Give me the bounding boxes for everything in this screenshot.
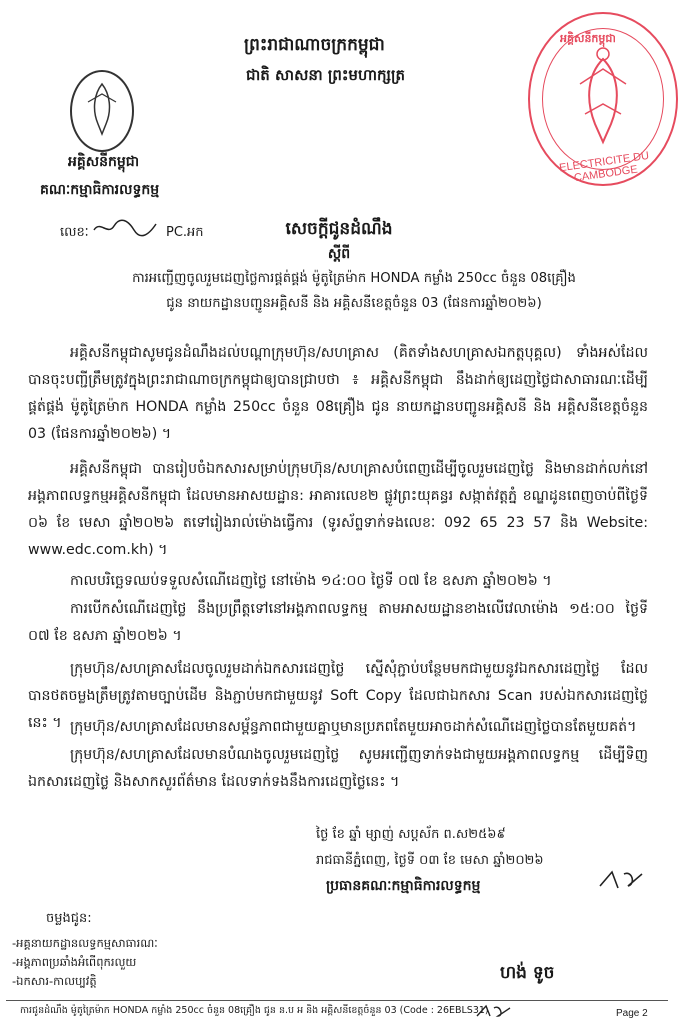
footer-initials <box>474 1002 514 1020</box>
red-seal-stamp <box>528 12 678 186</box>
signer-title: ប្រធានគណៈកម្មាធិការលទ្ធកម្ម <box>326 878 481 894</box>
org-name: អគ្គិសនីកម្ពុជា <box>68 154 140 170</box>
paragraph-2: អគ្គិសនីកម្ពុជា បានរៀបចំឯកសារសម្រាប់ក្រុមហ៊ុន/សហគ្រាសបំពេញដើម្បីចូលរួមដេញថ្លៃ និងមានដាក់លក់នៅអង្គភាពលទ្ធកម្មអគ្គិសនីកម្ពុជា ដែលមានអាសយដ្ឋាន: អាគារលេខ២ ផ្លូវព្រះយុគន្ធរ សង្កាត់វត្តភ្នំ ខណ្ឌដូនពេញចាប់ពីថ្ងៃទី ០៦ ខែ មេសា ឆ្នាំ២០២៦ តទៅរៀងរាល់ម៉ោងធ្វើការ (ទូរស័ព្ទទាក់ទងលេខៈ 092 65 23 57 និង Website: www.edc.com.kh) ។ <box>28 461 648 558</box>
paragraph-6: ក្រុមហ៊ុន/សហគ្រាសដែលមានសម្ព័ន្ធភាពជាមួយគ្នាឬមានប្រភពតែមួយអាចដាក់សំណើដេញថ្លៃបានតែមួយគត់។ <box>70 719 637 735</box>
edc-emblem-icon <box>72 72 132 150</box>
seal-top-text: អគ្គិសនីកម្ពុជា <box>560 33 616 45</box>
paragraph-1: អគ្គិសនីកម្ពុជាសូមជូនដំណឹងដល់បណ្តាក្រុមហ៊ុន/សហគ្រាស (គិតទាំងសហគ្រាសឯកត្តបុគ្គល) ទាំងអស់ដែលបានចុះបញ្ជីត្រឹមត្រូវក្នុងព្រះរាជាណាចក្រកម្ពុជាឲ្យបានជ្រាបថា ៖ អគ្គិសនីកម្ពុជា នឹងដាក់ឲ្យដេញថ្លៃជាសាធារណៈដើម្បីផ្គត់ផ្គង់ ម៉ូតូត្រៃម៉ាក HONDA កម្លាំង 250cc ចំនួន 08គ្រឿង ជូន នាយកដ្ឋានបញ្ជូនអគ្គិសនី និង អគ្គិសនីខេត្តចំនួន 03 (ផែនការឆ្នាំ២០២៦) ។ <box>28 345 648 442</box>
kingdom-heading: ព្រះរាជាណាចក្រកម្ពុជា <box>244 35 385 55</box>
cc-title: ចម្លងជូន: <box>46 911 92 926</box>
paragraph-5: ក្រុមហ៊ុន/សហគ្រាសដែលចូលរួមដាក់ឯកសារដេញថ្លៃ ស្នើសុំភ្ជាប់បន្ថែមមកជាមួយនូវឯកសារដេញថ្លៃ ដែលបានថតចម្លងត្រឹមត្រូវតាមច្បាប់ដើម និងភ្ជាប់មកជាមួយនូវ Soft Copy ដែលជាឯកសារ Scan របស់ឯកសារដេញថ្លៃនេះ ។ <box>28 661 648 731</box>
cc-list <box>12 934 158 991</box>
edc-logo <box>70 70 134 152</box>
ref-label: លេខៈ <box>60 225 89 240</box>
paragraph-4: ការបើកសំណើដេញថ្លៃ នឹងប្រព្រឹត្តទៅនៅអង្គភាពលទ្ធកម្ម តាមអាសយដ្ឋានខាងលើវេលាម៉ោង ១៥:០០ ថ្ងៃទី ០៧ ខែ ឧសភា ឆ្នាំ២០២៦ ។ <box>28 601 648 644</box>
page-number: Page 2 <box>616 1008 648 1019</box>
notice-about: ស្តីពី <box>327 246 351 262</box>
signer-name: ហង់ ទូច <box>500 963 555 983</box>
motto-heading: ជាតិ សាសនា ព្រះមហាក្សត្រ <box>246 66 405 84</box>
footer-text: ការជូនដំណឹង ម៉ូតូត្រៃម៉ាក HONDA កម្លាំង 250cc ចំនួន 08គ្រឿង ជូន ន.ប អ និង អគ្គិសនីខេត្តចំនួន 03 (Code : 26EBLS31) <box>20 1005 489 1016</box>
subject-line-2: ជូន នាយកដ្ឋានបញ្ជូនអគ្គិសនី និង អគ្គិសនីខេត្តចំនួន 03 (ផែនការឆ្នាំ២០២៦) <box>166 296 542 311</box>
city-date: រាជធានីភ្នំពេញ, ថ្ងៃទី ០៣ ខែ មេសា ឆ្នាំ២០២៦ <box>316 853 544 868</box>
cc-item: -អង្គភាពប្រឆាំងអំពើពុករលួយ <box>12 955 137 969</box>
subject-line-1: ការអញ្ជើញចូលរួមដេញថ្លៃការផ្គត់ផ្គង់ ម៉ូតូត្រៃម៉ាក HONDA កម្លាំង 250cc ចំនួន 08គ្រឿង <box>132 271 576 286</box>
ref-suffix: PC.អក <box>166 225 204 240</box>
notice-title: សេចក្តីជូនដំណឹង <box>285 219 393 239</box>
seal-text: ELECTRICITE DU CAMBODGE <box>558 149 650 185</box>
committee-name: គណៈកម្មាធិការលទ្ធកម្ម <box>40 182 160 198</box>
initials-signature <box>596 866 646 894</box>
cc-item: -ឯកសារ-កាលប្បវត្តិ <box>12 974 97 988</box>
cc-item: -អគ្គនាយកដ្ឋានលទ្ធកម្មសាធារណៈ <box>12 936 158 950</box>
lunar-date: ថ្ងៃ ខែ ឆ្នាំ ម្សាញ់ សប្តស័ក ព.ស២៥៦៩ <box>316 827 506 842</box>
paragraph-3: កាលបរិច្ឆេទឈប់ទទួលសំណើដេញថ្លៃ នៅម៉ោង ១៤:០០ ថ្ងៃទី ០៧ ខែ ឧសភា ឆ្នាំ២០២៦ ។ <box>70 573 552 589</box>
footer-divider <box>6 1000 668 1001</box>
paragraph-7: ក្រុមហ៊ុន/សហគ្រាសដែលមានបំណងចូលរួមដេញថ្លៃ សូមអញ្ជើញទាក់ទងជាមួយអង្គភាពលទ្ធកម្ម ដើម្បីទិញឯកសារដេញថ្លៃ និងសាកសួរព័ត៌មាន ដែលទាក់ទងនឹងការដេញថ្លៃនេះ ។ <box>28 747 648 790</box>
